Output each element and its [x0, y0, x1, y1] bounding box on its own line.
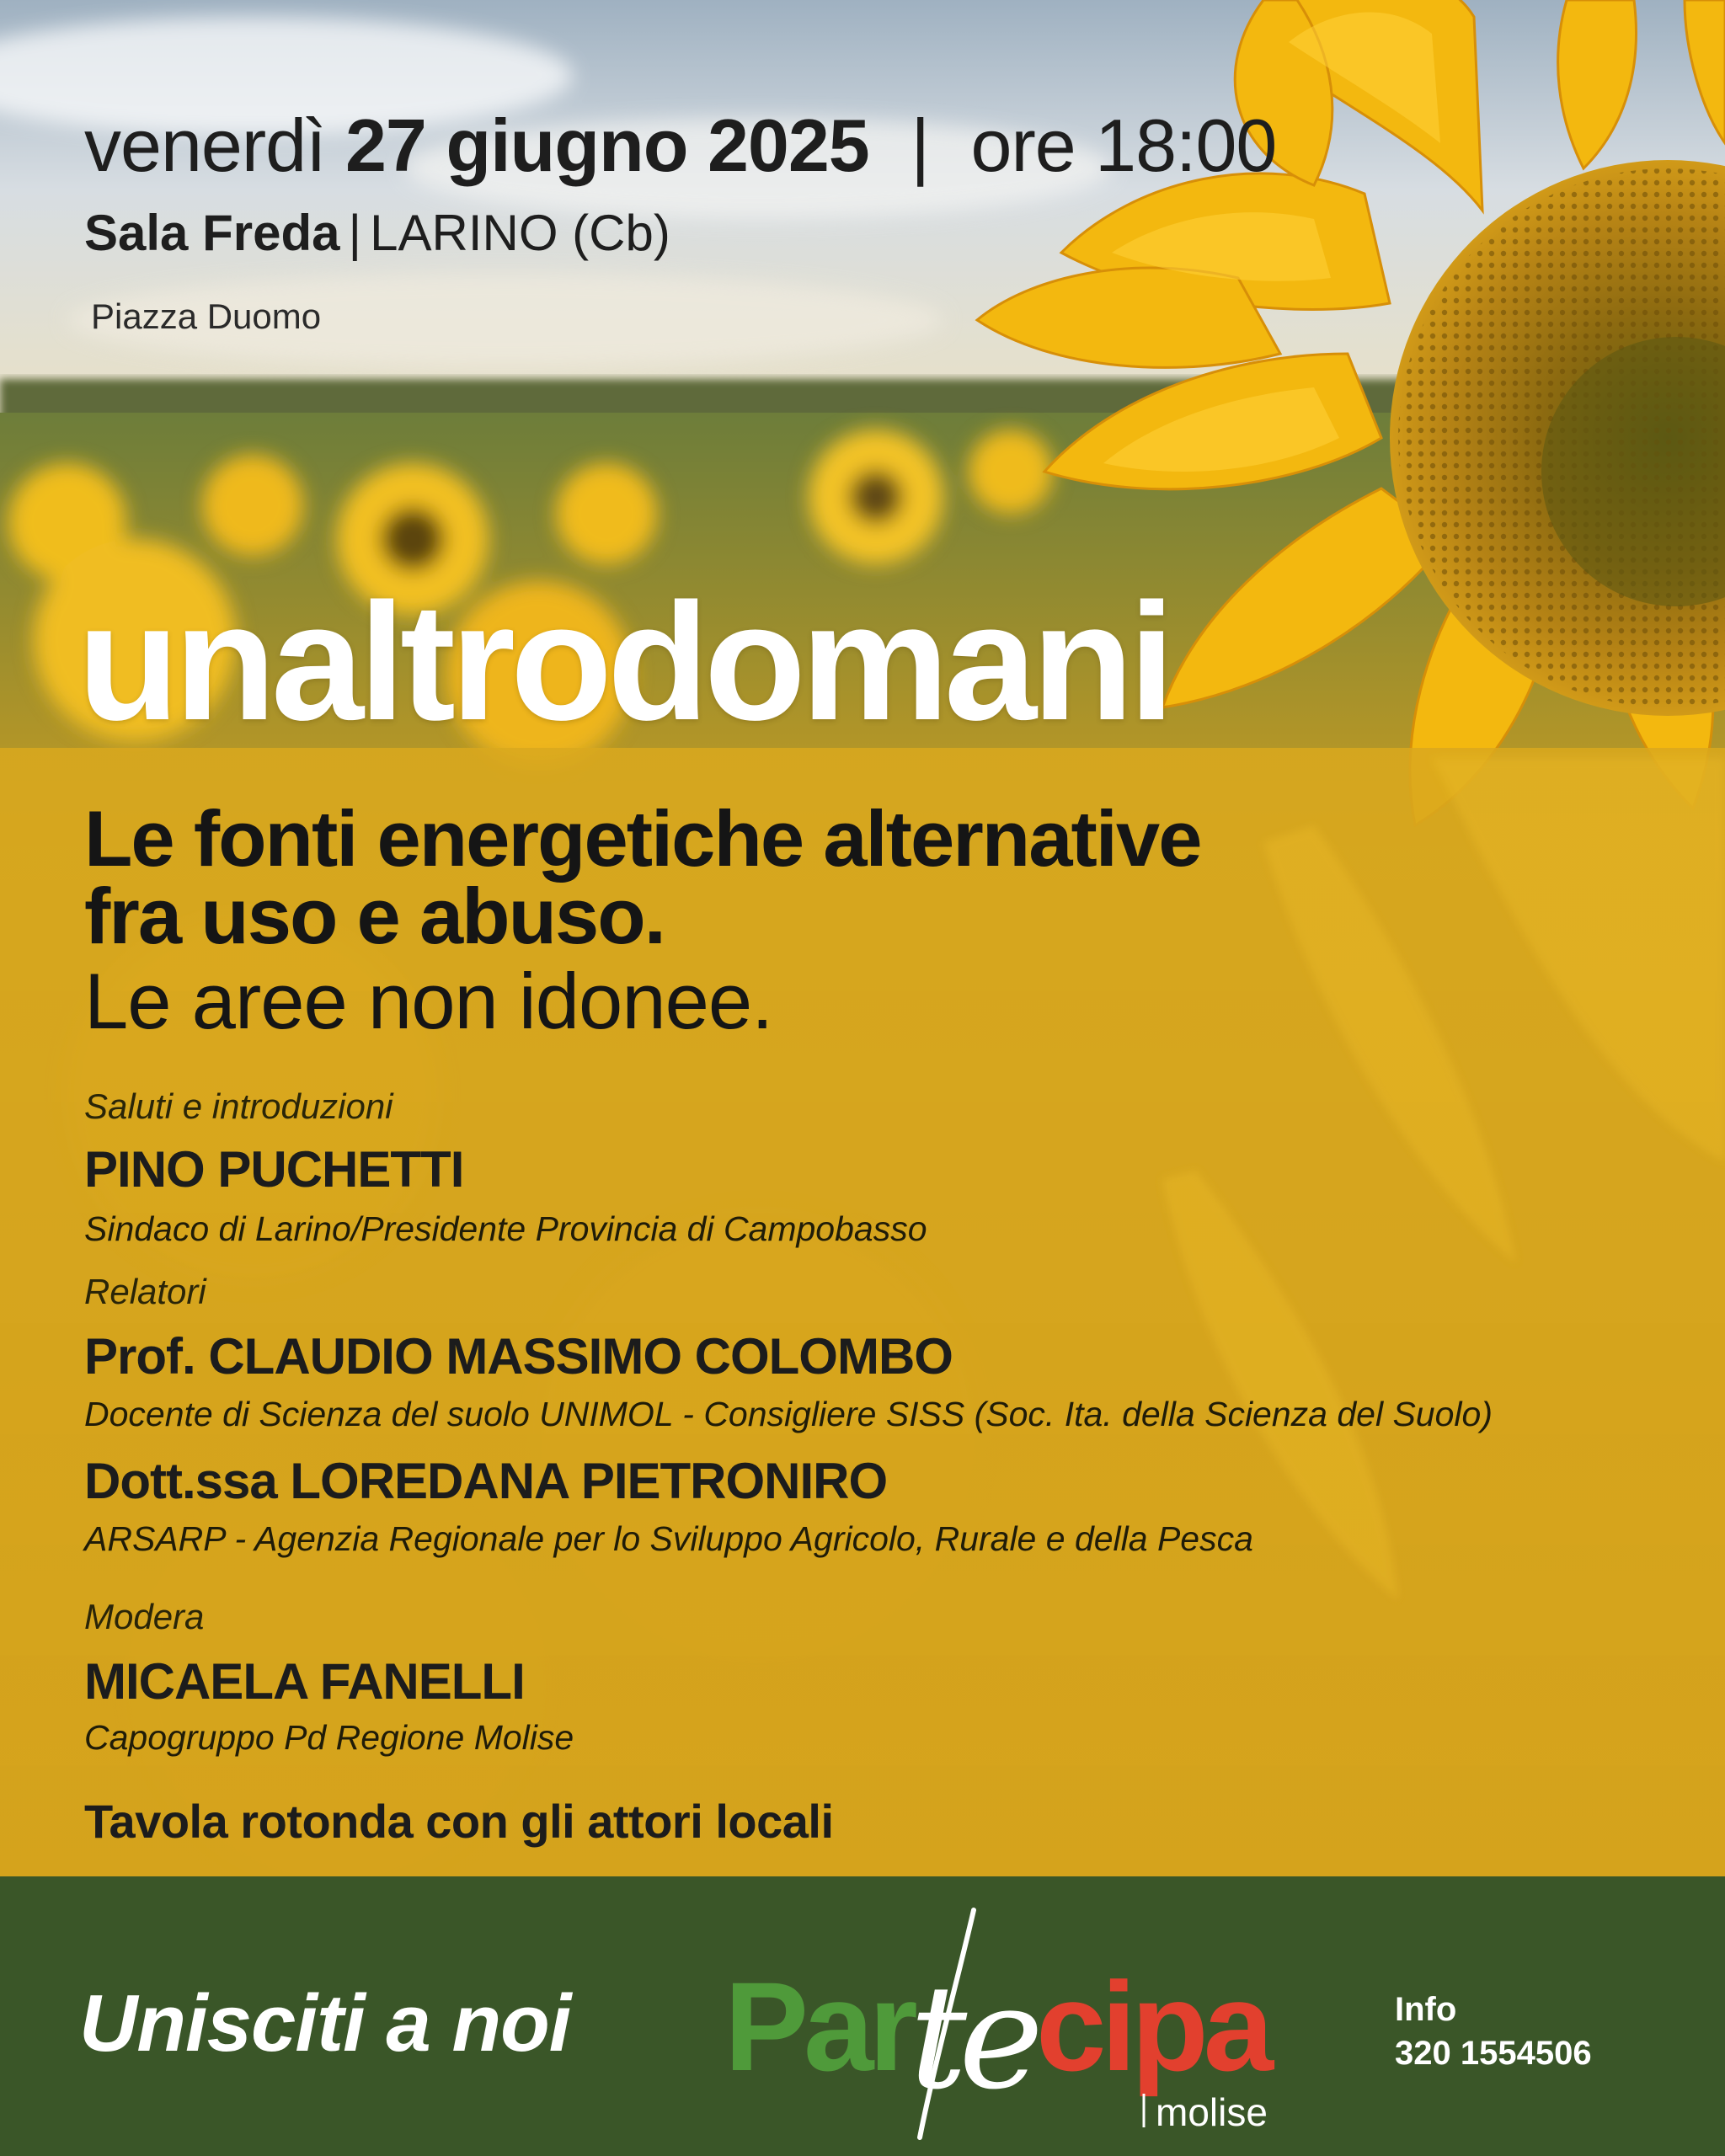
round-table: Tavola rotonda con gli attori locali	[84, 1795, 834, 1848]
logo-part-te: te	[910, 1955, 1035, 2121]
partecipa-molise-logo	[724, 1893, 1297, 2146]
event-venue-line	[84, 202, 670, 264]
moderator-role: Capogruppo Pd Regione Molise	[84, 1718, 574, 1757]
logo-part-cipa: cipa	[1036, 1956, 1269, 2097]
event-date: 27 giugno 2025	[344, 104, 869, 187]
logo-part-par: Par	[724, 1956, 913, 2097]
subtitle-line-2: fra uso e abuso.	[84, 872, 665, 960]
venue-separator: |	[348, 205, 362, 261]
speaker-1-name: Prof. CLAUDIO MASSIMO COLOMBO	[84, 1328, 953, 1385]
moderator-label: Modera	[84, 1597, 205, 1636]
event-title: unaltrodomani	[77, 568, 1170, 755]
subtitle-line-1: Le fonti energetiche alternative	[84, 794, 1201, 883]
speaker-1-role: Docente di Scienza del suolo UNIMOL - Consigliere SISS (Soc. Ita. della Scienza del Suolo)	[84, 1395, 1493, 1433]
info-label: Info	[1395, 1991, 1457, 2028]
speaker-2-name: Dott.ssa LOREDANA PIETRONIRO	[84, 1453, 888, 1509]
join-us-text: Unisciti a noi	[79, 1978, 571, 2068]
event-day: venerdì	[84, 104, 326, 187]
speakers-label: Relatori	[84, 1272, 206, 1311]
info-phone: 320 1554506	[1395, 2035, 1592, 2072]
event-street: Piazza Duomo	[91, 296, 322, 336]
event-city: LARINO (Cb)	[370, 205, 670, 261]
greetings-label: Saluti e introduzioni	[84, 1086, 393, 1126]
subtitle-line-3: Le aree non idonee.	[84, 957, 773, 1045]
date-separator: |	[911, 104, 930, 187]
event-venue: Sala Freda	[84, 205, 340, 261]
event-date-line	[84, 99, 1276, 192]
footer-bar	[0, 1876, 1725, 2156]
moderator-name: MICAELA FANELLI	[84, 1653, 525, 1710]
speaker-2-role: ARSARP - Agenzia Regionale per lo Sviluppo Agricolo, Rurale e della Pesca	[84, 1519, 1253, 1558]
info-block	[1395, 1988, 1592, 2075]
greetings-role: Sindaco di Larino/Presidente Provincia di Campobasso	[84, 1209, 927, 1248]
greetings-name: PINO PUCHETTI	[84, 1141, 464, 1198]
event-time: ore 18:00	[970, 104, 1277, 187]
logo-sub-molise: molise	[1156, 2090, 1268, 2134]
event-subtitle	[84, 794, 1201, 1048]
